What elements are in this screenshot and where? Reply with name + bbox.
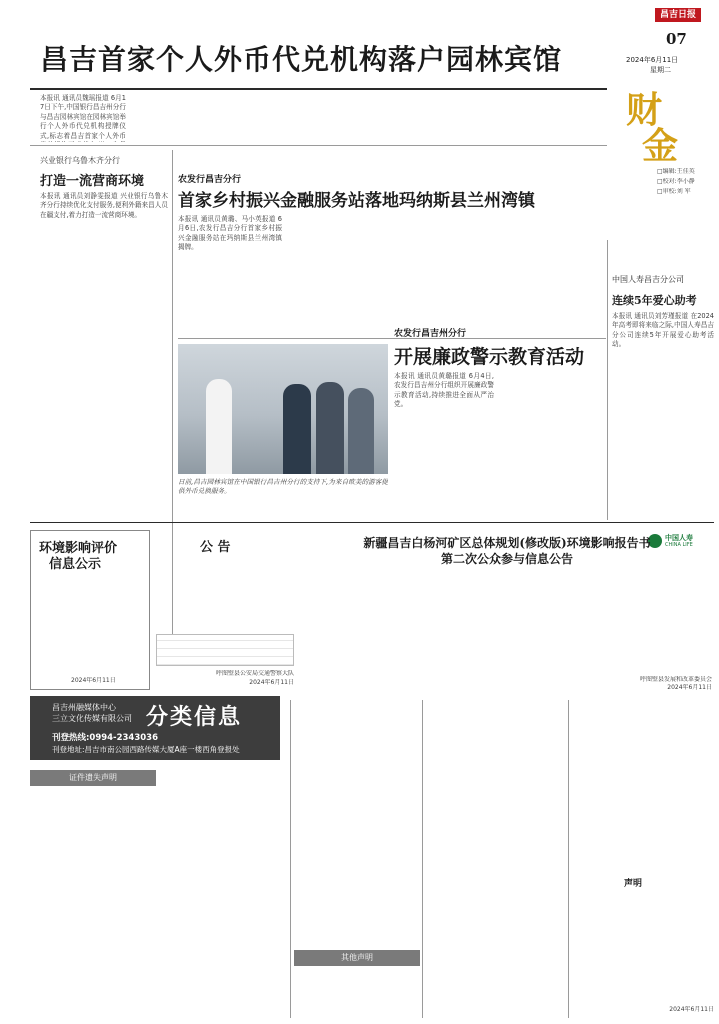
lead-divider bbox=[30, 145, 607, 146]
lost-col1 bbox=[30, 790, 156, 1018]
classified-divider-1 bbox=[290, 700, 291, 1018]
other-statement-header: 其他声明 bbox=[294, 950, 420, 966]
classified-hotline: 刊登热线:0994-2343036 bbox=[52, 733, 158, 743]
nongfa-cjz-body-1: 本报讯 通讯员黄璐报道 6月4日,农发行昌吉州分行组织开展廉政警示教育活动,持续推进全面从严治党。 bbox=[394, 372, 494, 409]
xinjiang-body-3 bbox=[508, 570, 606, 674]
rshou-body-2 bbox=[612, 486, 714, 530]
lead-body-col6 bbox=[500, 94, 600, 142]
gonggao-notice bbox=[156, 530, 294, 690]
classified-divider-2 bbox=[422, 700, 423, 1018]
rshou-kicker: 中国人寿昌吉分公司 bbox=[612, 275, 684, 284]
gonggao-title: 公 告 bbox=[200, 540, 231, 555]
classified-col5 bbox=[572, 700, 714, 870]
classified-address: 刊登地址:昌吉市南公园西路传媒大厦A座一楼西角登报处 bbox=[52, 745, 240, 754]
xinjiang-body-2 bbox=[404, 570, 502, 674]
classified-brand-1: 昌吉州融媒体中心 bbox=[52, 703, 116, 712]
nongfa-body-1: 本报讯 通讯员黄璐、马小英报道 6月6日,农发行昌吉分行首家乡村振兴金融服务站在玛纳斯县兰州湾镇揭牌。 bbox=[178, 215, 282, 252]
env-notice-title-2: 信息公示 bbox=[49, 557, 102, 572]
xinjiang-notice bbox=[300, 530, 714, 690]
xinjiang-body-4 bbox=[612, 570, 712, 674]
xingye-kicker: 兴业银行乌鲁木齐分行 bbox=[40, 156, 120, 165]
editors-3: □审校:刘 军 bbox=[657, 188, 691, 195]
masthead-rule bbox=[30, 88, 607, 90]
issue-weekday: 星期二 bbox=[650, 66, 671, 74]
nongfa-body-3 bbox=[398, 215, 502, 333]
nongfa-body-4 bbox=[508, 215, 602, 333]
china-life-logo-en: CHINA LIFE bbox=[665, 542, 693, 548]
statement-title: 声明 bbox=[624, 879, 643, 889]
gonggao-body-2 bbox=[226, 554, 292, 630]
lead-body-col5 bbox=[408, 94, 494, 142]
col-divider-right bbox=[607, 240, 608, 520]
statement-date: 2024年6月11日 bbox=[669, 1006, 714, 1013]
classified-divider-3 bbox=[568, 700, 569, 1018]
lost-col2 bbox=[162, 766, 288, 1018]
nongfa-cjz-kicker: 农发行昌吉州分行 bbox=[394, 329, 467, 339]
xingye-body-1: 本报讯 通讯员刘静雯报道 兴业银行乌鲁木齐分行持续优化支付服务,便利外籍来昌人员在疆支付,着力打造一流营商环境。 bbox=[40, 192, 168, 219]
env-notice-body bbox=[37, 575, 145, 669]
gonggao-footer: 呼图壁县公安局交通警察大队 bbox=[215, 670, 294, 677]
classified-banner bbox=[30, 696, 280, 760]
nongfa-kicker: 农发行昌吉分行 bbox=[178, 175, 242, 185]
editors-1: □编辑:王佳英 bbox=[657, 168, 695, 175]
lost-cert-header: 证件遗失声明 bbox=[30, 770, 156, 786]
statement-body bbox=[572, 892, 714, 1002]
classified-col4 bbox=[426, 700, 566, 1018]
xingye-title: 打造一流营商环境 bbox=[40, 174, 145, 189]
issue-date: 2024年6月11日 bbox=[626, 56, 679, 64]
xingye-body-2 bbox=[40, 374, 168, 524]
classified-title: 分类信息 bbox=[146, 704, 243, 730]
headline-main: 昌吉首家个人外币代兑机构落户园林宾馆 bbox=[40, 43, 563, 76]
gonggao-body-3 bbox=[156, 634, 294, 666]
nongfa-divider bbox=[178, 338, 606, 339]
section-glyph-jin: 金 bbox=[642, 125, 679, 167]
nongfa-cjz-body-2 bbox=[500, 372, 602, 512]
nongfa-body-2 bbox=[288, 215, 392, 333]
nongfa-title: 首家乡村振兴金融服务站落地玛纳斯县兰州湾镇 bbox=[178, 191, 535, 211]
photo-figure-4 bbox=[348, 388, 374, 474]
photo-caption: 日前,昌吉园林宾馆在中国银行昌吉州分行的支持下,为来自欧美的游客提供外币兑换服务。 bbox=[178, 478, 388, 496]
photo-figure-1 bbox=[206, 379, 232, 474]
news-photo bbox=[178, 344, 388, 474]
xinjiang-title-1: 新疆昌吉白杨河矿区总体规划(修改版)环境影响报告书 bbox=[363, 536, 651, 550]
editors-2: □校对:李小静 bbox=[657, 178, 695, 185]
xinjiang-footer: 呼图壁县发展和改革委员会 bbox=[639, 676, 712, 683]
newspaper-logo: 昌吉日报 bbox=[655, 8, 701, 22]
gonggao-date: 2024年6月11日 bbox=[249, 679, 294, 686]
lead-body-col4 bbox=[316, 94, 402, 142]
lead-body-col3 bbox=[224, 94, 310, 142]
xinjiang-date: 2024年6月11日 bbox=[667, 684, 712, 691]
nongfa-cjz-title: 开展廉政警示教育活动 bbox=[394, 346, 585, 368]
env-notice-title-1: 环境影响评价 bbox=[39, 541, 118, 556]
env-notice-date: 2024年6月11日 bbox=[71, 677, 116, 684]
rshou-title: 连续5年爱心助考 bbox=[612, 294, 697, 307]
other-col bbox=[294, 970, 420, 1018]
notices-top-rule bbox=[30, 522, 714, 523]
lead-body-col1: 本报讯 通讯员魏瑶报道 6月17日下午,中国银行昌吉州分行与昌吉园林宾馆在园林宾馆举行个人外币代兑机构授牌仪式,标志着昌吉首家个人外币 bbox=[40, 94, 126, 140]
rshou-body-1: 本报讯 通讯员刘芳瑾报道 在2024年高考即将来临之际,中国人寿昌吉分公司连续5年开展爱心助考活动。 bbox=[612, 312, 714, 349]
xinjiang-title-2: 第二次公众参与信息公告 bbox=[440, 552, 573, 566]
env-notice bbox=[30, 530, 150, 690]
photo-figure-2 bbox=[283, 384, 311, 474]
photo-figure-3 bbox=[316, 382, 344, 474]
xinjiang-body-1 bbox=[300, 570, 398, 674]
china-life-logo-cn: 中国人寿 bbox=[665, 534, 693, 542]
section-glyph-cai: 财 bbox=[626, 89, 663, 131]
gonggao-body-1 bbox=[156, 554, 222, 630]
classified-brand-2: 三立文化传媒有限公司 bbox=[52, 714, 132, 723]
page-number: 07 bbox=[666, 30, 687, 48]
lead-body-col2 bbox=[132, 94, 218, 142]
lost-col3 bbox=[294, 700, 420, 950]
